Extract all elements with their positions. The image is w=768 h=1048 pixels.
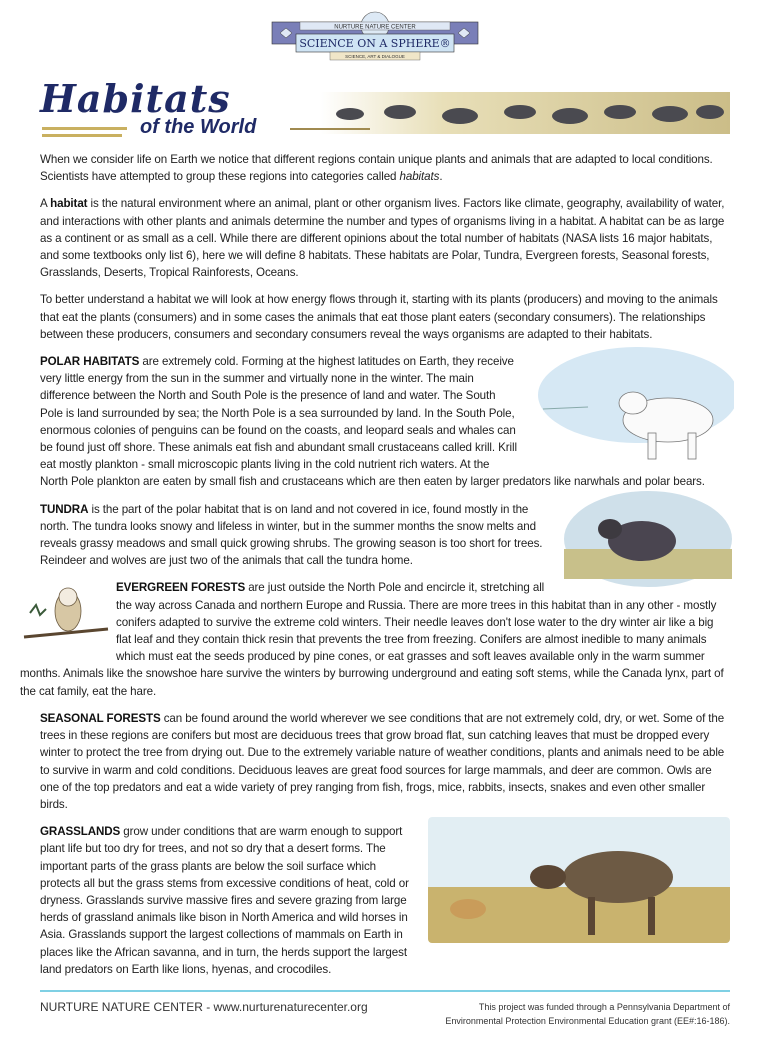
evergreen-heading: EVERGREEN FORESTS bbox=[116, 581, 246, 595]
wildebeest-lion-image bbox=[428, 817, 730, 943]
grasslands-section bbox=[40, 823, 730, 978]
seasonal-forests-paragraph bbox=[40, 710, 730, 813]
funding-line-2: Environmental Protection Environmental Education grant (EE#:16-186). bbox=[445, 1015, 730, 1026]
tundra-text: is the part of the polar habitat that is on land and not covered in ice, found mostly in the north. The tundra looks snowy and lifeless in winter, but in the summer months the snow melts and reveals grassy meadows and small quick growing shrubs. The growing season is too short for trees. Reindeer and wolves are just two of the animals that call the tundra home. bbox=[40, 502, 543, 568]
footer-organization: NURTURE NATURE CENTER - www.nurturenaturecenter.org bbox=[40, 999, 368, 1014]
tundra-heading: TUNDRA bbox=[40, 502, 89, 516]
intro-emphasis: habitats bbox=[399, 170, 440, 184]
habitat-term: habitat bbox=[50, 197, 88, 211]
logo-main-text: SCIENCE ON A SPHERE® bbox=[299, 37, 451, 50]
intro-end: . bbox=[439, 170, 443, 184]
intro-paragraph bbox=[40, 151, 730, 185]
musk-ox-image bbox=[562, 489, 734, 589]
footer-funding-note bbox=[370, 1000, 730, 1028]
funding-line-1: This project was funded through a Pennsylvania Department of bbox=[478, 1001, 730, 1012]
title-of-the-world: of the World bbox=[140, 116, 257, 138]
owl-on-branch-image bbox=[20, 573, 112, 655]
polar-section bbox=[40, 353, 730, 491]
grasslands-text: grow under conditions that are warm enough to support plant life but too dry for trees, and not so dry that a desert forms. The important parts of the grass plants are below the soil surface which protects all but the grass stems from excessive conditions of heat, cold or dryness. Grasslands survive massive fires and severe grazing from large herds of grassland animals like bison in North America and wild horses in Asia. Grasslands support the largest collections of mammals on Earth in places like the African savanna, and in turn, the herds support the largest land predators on Earth like lions, hyenas, and crocodiles. bbox=[40, 825, 409, 976]
seasonal-text: can be found around the world wherever we see conditions that are not extremely cold, dry, or wet. Some of the trees in these regions are conifers but most are deciduous trees that grow broad flat, sun catching leaves that must be dropped every winter to protect the tree from drying out. Due to the extremely variable nature of weather conditions, plants and animals need to be able to survive in warm and cold conditions. Deciduous leaves are great food sources for large mammals, and deer are common. Owls are one of the top predators and eat a wide variety of prey ranging from fish, frogs, mice, rabbits, insects, snakes and even other smaller birds. bbox=[40, 711, 725, 811]
grasslands-heading: GRASSLANDS bbox=[40, 825, 121, 839]
evergreen-text: are just outside the North Pole and encircle it, stretching all the way across Canada and northern Europe and Russia. There are more trees in this habitat than in any other - mostly conifers adapted to survive the extreme cold winters. Their needle leaves don't lose water to the dry winter air like a big flat leaf and they contain thick resin that prevents the tree from freezing. Conifers are almost inedible to many animals which must eat the seeds produced by pine cones, or eat grasses and soft leaves available only in the warm summer months. Animals like the snowshoe hare survive the winters by burrowing underground and eating soft stems, while the Canada lynx, part of the cat family, eat the hare. bbox=[20, 581, 724, 698]
polar-heading: POLAR HABITATS bbox=[40, 355, 140, 369]
polar-text: are extremely cold. Forming at the highest latitudes on Earth, they receive very little energy from the sun in the summer and virtually none in the winter. The main difference between the North and South Pole is the presence of land and water. The South Pole is land surrounded by sea; the North Pole is a sea surrounded by land. In the South Pole, enormous colonies of penguins can be found on the coasts, and leopard seals and whales can be found just off shore. These animals eat fish and abundant small crustaceans called krill. Krill eat mostly plankton - small microscopic plants living in the cold nutrient rich waters. At the North Pole plankton are eaten by small fish and crustaceans which are then eaten by larger predators like narwhals and polar bears. bbox=[40, 355, 705, 489]
intro-text: When we consider life on Earth we notice that different regions contain unique plants and animals that are adapted to local conditions. Scientists have attempted to group these regions into categories called bbox=[40, 153, 713, 184]
habitat-lead: A bbox=[40, 197, 51, 211]
evergreen-section bbox=[20, 579, 730, 699]
seasonal-heading: SEASONAL FORESTS bbox=[40, 711, 161, 725]
energy-text: To better understand a habitat we will look at how energy flows through it, starting with its plants (producers) and moving to the animals that eat the plants (consumers) and in some cases the animals that eat those plant eaters (secondary consumers). The relationships between these producers, consumers and secondary consumers reveal the ways organisms are adapted to their habitats. bbox=[40, 293, 718, 341]
title-habitats: Habitats bbox=[40, 76, 231, 121]
habitat-text: is the natural environment where an animal, plant or other organism lives. Factors like climate, geography, availability of water, and interactions with other plants and animals determine the number and types of organisms living in a habitat. A habitat can be as large as a continent or as small as a cell. While there are different opinions about the total number of habitats (NASA lists 16 major habitats, and some textbooks only list 6), here we will define 8 habitats. These habitats are Polar, Tundra, Evergreen forests, Seasonal forests, Grasslands, Deserts, Tropical Rainforests, Oceans. bbox=[40, 197, 725, 280]
energy-flow-paragraph bbox=[40, 291, 730, 343]
logo-top-text: NURTURE NATURE CENTER bbox=[334, 24, 416, 31]
logo-sub-text: SCIENCE, ART & DIALOGUE bbox=[345, 54, 405, 59]
habitat-definition-paragraph bbox=[40, 195, 730, 281]
footer bbox=[40, 990, 730, 1048]
tundra-section bbox=[40, 501, 730, 570]
article-body bbox=[20, 0, 730, 1048]
polar-bear-image bbox=[528, 345, 734, 465]
